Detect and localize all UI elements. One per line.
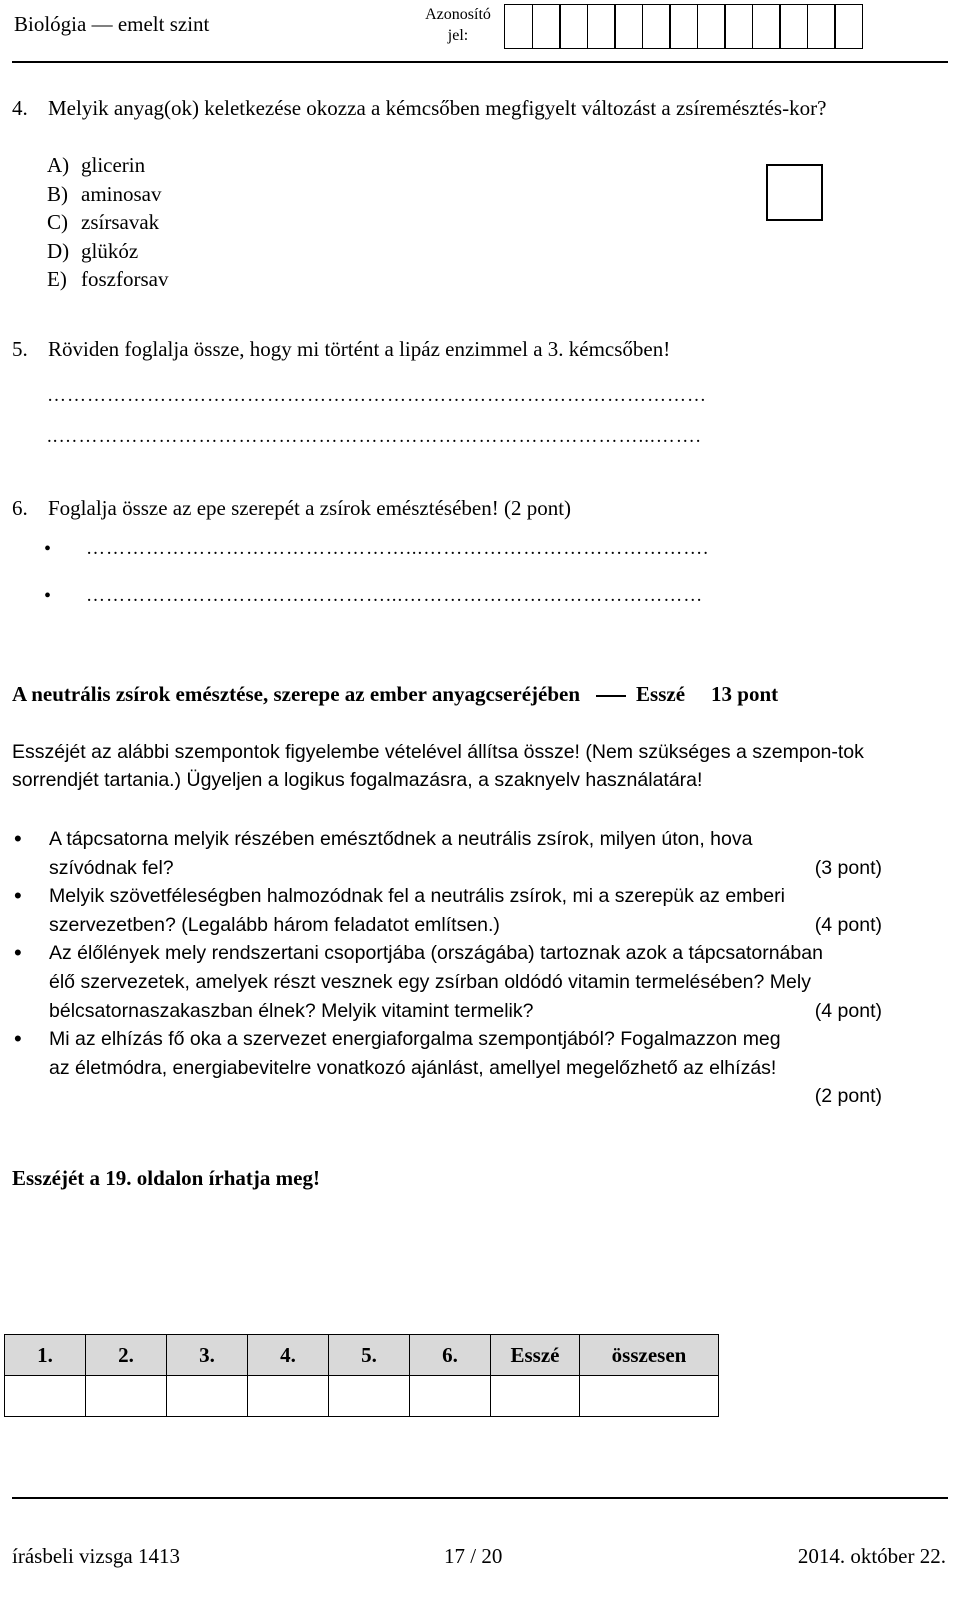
- id-code-box[interactable]: [834, 4, 863, 49]
- score-header-cell: 4.: [248, 1335, 329, 1376]
- score-header-cell: 2.: [86, 1335, 167, 1376]
- criterion-line: [49, 1082, 912, 1111]
- id-label: [418, 4, 498, 46]
- id-code-box[interactable]: [532, 4, 561, 49]
- score-header-cell: 6.: [410, 1335, 491, 1376]
- option-letter: D): [47, 238, 70, 263]
- option-text: glicerin: [81, 153, 146, 177]
- score-table-value-row: [5, 1376, 719, 1417]
- id-code-box[interactable]: [504, 4, 533, 49]
- question-5: [12, 337, 670, 362]
- question-5-number: 5.: [12, 337, 28, 361]
- score-cell[interactable]: [491, 1376, 580, 1417]
- option-letter: C): [47, 210, 68, 235]
- criterion-line: • Mi az elhízás fő oka a szervezet energiaforgalma szempontjából? Fogalmazzon meg: [49, 1028, 781, 1051]
- id-code-box[interactable]: [614, 4, 643, 49]
- question-4: [12, 93, 942, 123]
- answer-line-1[interactable]: ………………………………………………………………………………………: [47, 385, 707, 406]
- score-cell[interactable]: [329, 1376, 410, 1417]
- essay-criterion-3: [12, 939, 912, 1025]
- criterion-points: (4 pont): [814, 999, 882, 1022]
- criterion-points: (3 pont): [814, 856, 882, 879]
- score-header-cell: összesen: [580, 1335, 719, 1376]
- id-code-boxes: [504, 4, 863, 49]
- criterion-line: élő szervezetek, amelyek részt vesznek egy zsírban oldódó vitamin termelésében? Mely: [49, 970, 811, 993]
- footer-page-number: 17 / 20: [444, 1544, 503, 1568]
- score-cell[interactable]: [410, 1376, 491, 1417]
- score-header-cell: 1.: [5, 1335, 86, 1376]
- criterion-line: • A tápcsatorna melyik részében emésztődnek a neutrális zsírok, milyen úton, hova: [49, 828, 753, 850]
- id-code-box[interactable]: [642, 4, 671, 49]
- essay-page-note: Esszéjét a 19. oldalon írhatja meg!: [12, 1166, 320, 1190]
- question-6-number: 6.: [12, 496, 28, 520]
- id-code-box[interactable]: [669, 4, 698, 49]
- score-cell[interactable]: [86, 1376, 167, 1417]
- criterion-points: (2 pont): [814, 1085, 882, 1108]
- answer-dots[interactable]: …………………………………………...…………………………………….: [86, 538, 709, 559]
- criterion-line: az életmódra, energiabevitelre vonatkozó ajánlást, amellyel megelőzhető az elhízás!: [49, 1056, 777, 1079]
- criterion-line: • Az élőlények mely rendszertani csoportjába (országába) tartoznak azok a tápcsatornában: [49, 942, 823, 965]
- id-code-box[interactable]: [724, 4, 753, 49]
- page-header-title: Biológia — emelt szint: [14, 12, 210, 36]
- id-code-box[interactable]: [697, 4, 726, 49]
- criterion-text: szívódnak fel?: [49, 856, 174, 879]
- option-letter: A): [47, 153, 70, 177]
- id-code-box[interactable]: [779, 4, 808, 49]
- score-cell[interactable]: [580, 1376, 719, 1417]
- score-header-cell: Esszé: [491, 1335, 580, 1376]
- answer-line-2[interactable]: ..……………………………………………………………………………...…….: [47, 426, 702, 447]
- option-text: aminosav: [81, 181, 162, 206]
- option-e: [47, 265, 168, 294]
- id-code-box[interactable]: [587, 4, 616, 49]
- question-6: [12, 496, 571, 521]
- essay-title: A neutrális zsírok emésztése, szerepe az ember anyagcseréjében: [12, 682, 581, 706]
- score-cell[interactable]: [248, 1376, 329, 1417]
- option-letter: E): [47, 267, 67, 292]
- id-label-line-1: Azonosító: [425, 6, 491, 23]
- bullet-icon: •: [44, 538, 52, 560]
- footer-exam-label: írásbeli vizsga 1413: [12, 1544, 180, 1568]
- criterion-line: • Melyik szövetféleségben halmozódnak fel a neutrális zsírok, mi a szerepük az emberi: [49, 885, 785, 908]
- option-c: [47, 208, 168, 237]
- question-4-options: [47, 151, 168, 294]
- essay-criteria-list: [12, 825, 912, 1111]
- footer-divider: [12, 1497, 948, 1499]
- criterion-line: [49, 911, 912, 940]
- score-cell[interactable]: [5, 1376, 86, 1417]
- question-6-text: Foglalja össze az epe szerepét a zsírok emésztésében! (2 pont): [48, 496, 572, 520]
- score-header-cell: 5.: [329, 1335, 410, 1376]
- header-divider: [12, 61, 948, 63]
- id-code-box[interactable]: [807, 4, 836, 49]
- option-text: foszforsav: [81, 267, 169, 292]
- option-text: glükóz: [81, 238, 139, 263]
- option-d: [47, 237, 168, 266]
- criterion-text: szervezetben? (Legalább három feladatot említsen.): [49, 913, 500, 936]
- option-a: [47, 151, 168, 180]
- score-header-cell: 3.: [167, 1335, 248, 1376]
- option-letter: B): [47, 181, 68, 206]
- option-text: zsírsavak: [81, 210, 160, 235]
- question-4-number: 4.: [12, 96, 28, 120]
- heading-dash: [596, 695, 626, 697]
- bullet-icon: •: [44, 585, 52, 607]
- essay-points: 13 pont: [711, 682, 779, 706]
- criterion-line: [49, 854, 912, 883]
- essay-criterion-2: [12, 882, 912, 939]
- answer-dots[interactable]: ………………………………………...………………………………………: [86, 585, 704, 606]
- criterion-points: (4 pont): [814, 913, 882, 936]
- essay-kind: Esszé: [636, 682, 686, 706]
- essay-instructions: Esszéjét az alábbi szempontok figyelembe vételével állítsa össze! (Nem szükséges a szempon-tok sorrendjét tartania.) Ügyeljen a logikus fogalmazásra, a szaknyelv használatára!: [12, 741, 864, 791]
- criterion-line: [49, 997, 912, 1026]
- essay-criterion-1: [12, 825, 912, 882]
- score-cell[interactable]: [167, 1376, 248, 1417]
- footer-date: 2014. október 22.: [797, 1544, 946, 1568]
- question-4-text: Melyik anyag(ok) keletkezése okozza a kémcsőben megfigyelt változást a zsíremésztés-kor?: [48, 96, 827, 120]
- question-5-text: Röviden foglalja össze, hogy mi történt a lipáz enzimmel a 3. kémcsőben!: [48, 337, 671, 361]
- criterion-text: bélcsatornaszakaszban élnek? Melyik vitamint termelik?: [49, 999, 534, 1022]
- option-b: [47, 180, 168, 209]
- score-table-header-row: [5, 1335, 719, 1376]
- id-code-box[interactable]: [559, 4, 588, 49]
- score-table: [4, 1334, 719, 1417]
- answer-box[interactable]: [766, 164, 823, 221]
- essay-criterion-4: [12, 1025, 912, 1111]
- essay-heading: [12, 682, 778, 707]
- id-code-box[interactable]: [752, 4, 781, 49]
- id-label-line-2: jel:: [447, 27, 469, 44]
